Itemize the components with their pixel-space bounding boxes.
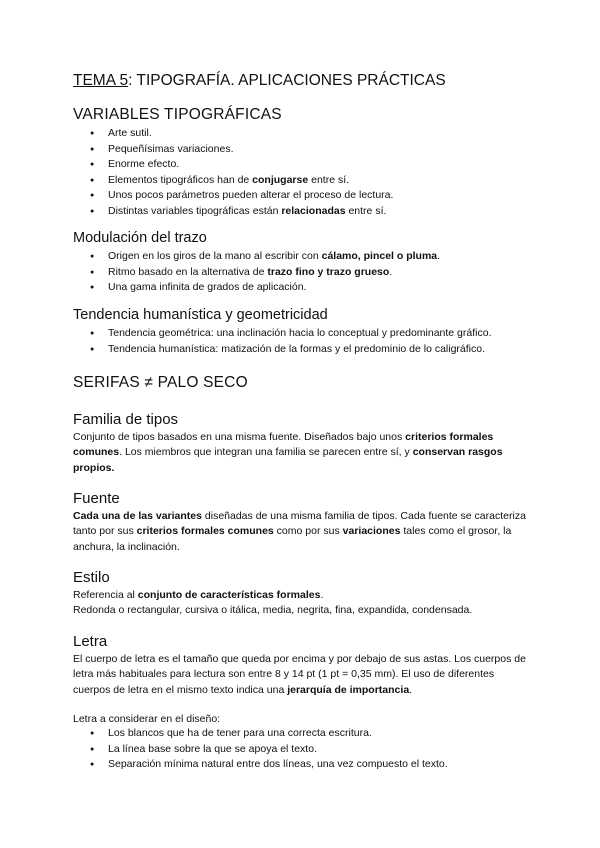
- list-item: ● Tendencia humanística: matización de la formas y el predominio de lo caligráfico.: [73, 342, 543, 358]
- list-item: ● Ritmo basado en la alternativa de trazo fino y trazo grueso.: [73, 265, 543, 281]
- letra-paragraph: El cuerpo de letra es el tamaño que queda por encima y por debajo de sus astas. Los cuerpos de letra más habituales para lectura son entre 8 y 14 pt (1 pt = 0,35 mm). El uso de diferentes cuerpos de letra en el mismo texto indica una jerarquía de importancia.: [73, 653, 526, 696]
- page-title: [73, 72, 446, 90]
- list-item: ● Arte sutil.: [73, 126, 543, 142]
- list-item: ● Pequeñísimas variaciones.: [73, 142, 543, 158]
- list-item: ● La línea base sobre la que se apoya el texto.: [73, 742, 543, 758]
- estilo-paragraph: Referencia al conjunto de características formales. Redonda o rectangular, cursiva o itálica, media, negrita, fina, expandida, condensada.: [73, 589, 473, 617]
- title-text: : TIPOGRAFÍA. APLICACIONES PRÁCTICAS: [128, 72, 446, 89]
- tendencia-heading: Tendencia humanística y geometricidad: [73, 307, 328, 323]
- list-item: ● Separación mínima natural entre dos líneas, una vez compuesto el texto.: [73, 757, 543, 773]
- list-item: ● Elementos tipográficos han de conjugarse entre sí.: [73, 173, 543, 189]
- title-label: TEMA 5: [73, 72, 129, 89]
- variables-heading: VARIABLES TIPOGRÁFICAS: [73, 106, 282, 123]
- fuente-paragraph: Cada una de las variantes diseñadas de una misma familia de tipos. Cada fuente se caracteriza tanto por sus criterios formales comunes como por sus variaciones tales como el grosor, la anchura, la inclinación.: [73, 510, 526, 553]
- variables-list: [73, 126, 543, 219]
- familia-paragraph: Conjunto de tipos basados en una misma fuente. Diseñados bajo unos criterios formales comunes. Los miembros que integran una familia se parecen entre sí, y conservan rasgos propios.: [73, 431, 503, 474]
- list-item: ● Unos pocos parámetros pueden alterar el proceso de lectura.: [73, 188, 543, 204]
- serifas-heading: SERIFAS ≠ PALO SECO: [73, 374, 248, 391]
- list-item: ● Distintas variables tipográficas están relacionadas entre sí.: [73, 204, 543, 220]
- letra-heading: Letra: [73, 633, 108, 650]
- list-item: ● Tendencia geométrica: una inclinación hacia lo conceptual y predominante gráfico.: [73, 326, 543, 342]
- tendencia-list: [73, 326, 543, 357]
- fuente-heading: Fuente: [73, 490, 120, 507]
- list-item: ● Una gama infinita de grados de aplicación.: [73, 280, 543, 296]
- estilo-heading: Estilo: [73, 569, 110, 586]
- list-item: ● Origen en los giros de la mano al escribir con cálamo, pincel o pluma.: [73, 249, 543, 265]
- list-item: ● Los blancos que ha de tener para una correcta escritura.: [73, 726, 543, 742]
- letra-intro: Letra a considerar en el diseño:: [73, 713, 221, 725]
- modulacion-list: [73, 249, 543, 296]
- list-item: ● Enorme efecto.: [73, 157, 543, 173]
- modulacion-heading: Modulación del trazo: [73, 230, 207, 246]
- letra-list: [73, 726, 543, 773]
- familia-heading: Familia de tipos: [73, 411, 179, 428]
